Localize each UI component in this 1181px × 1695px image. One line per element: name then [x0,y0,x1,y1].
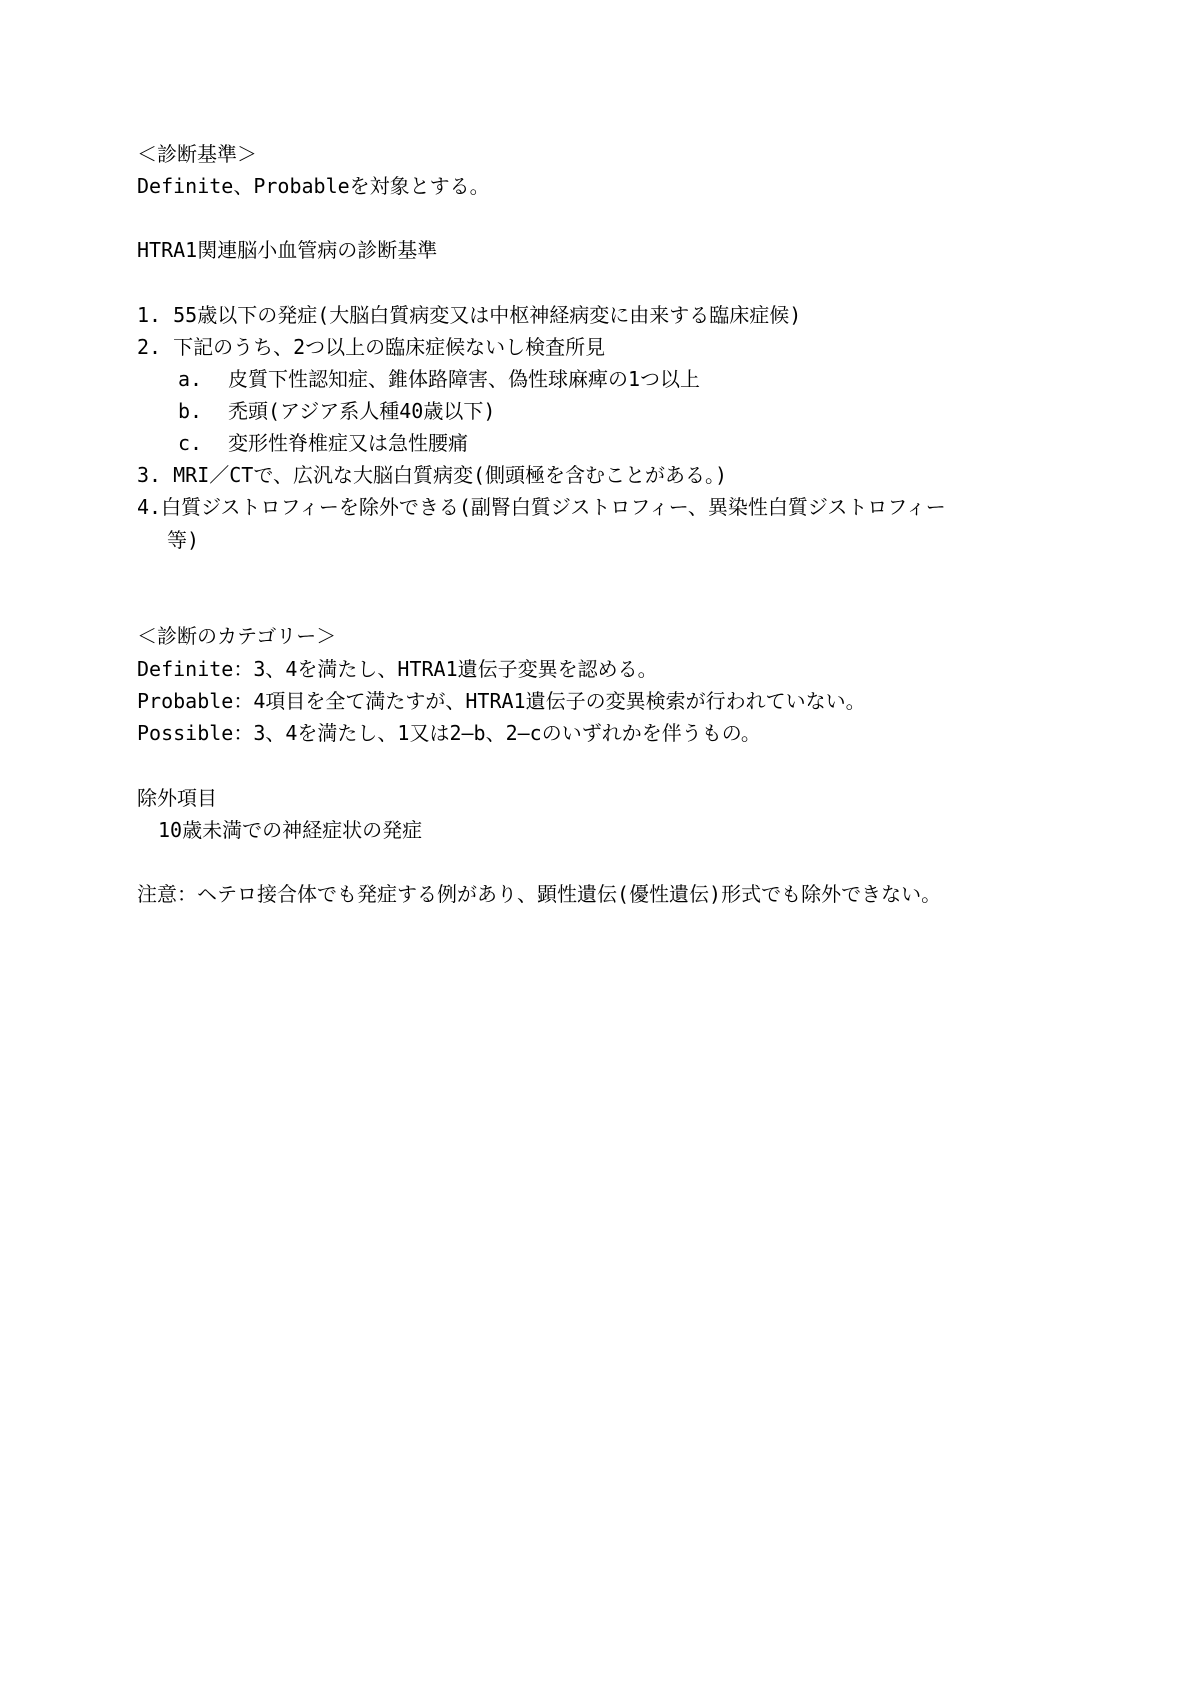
criteria-subitem-a [178,367,700,391]
criteria-heading: ＜診断基準＞ [137,142,257,166]
item-number: 2. [137,335,162,359]
criteria-item-4 [137,495,946,519]
criteria-item-1 [137,303,801,327]
subitem-label: c. [178,431,203,455]
criteria-item-3 [137,463,727,487]
criteria-subitem-c [178,431,468,455]
criteria-item-2 [137,335,605,359]
subitem-text: 変形性脊椎症又は急性腰痛 [228,431,468,455]
subitem-text: 禿頭(アジア系人種40歳以下) [228,399,496,423]
subitem-label: a. [178,367,203,391]
item-number: 3. [137,463,162,487]
item-number: 4. [137,495,162,519]
category-heading: ＜診断のカテゴリー＞ [137,624,337,648]
note: 注意：ヘテロ接合体でも発症する例があり、顕性遺伝(優性遺伝)形式でも除外できない。 [137,882,942,906]
item-text: 白質ジストロフィーを除外できる(副腎白質ジストロフィー、異染性白質ジストロフィー [161,495,946,519]
criteria-title: HTRA1関連脳小血管病の診断基準 [137,238,438,262]
criteria-target: Definite、Probableを対象とする。 [137,174,490,198]
item-number: 1. [137,303,162,327]
category-probable: Probable：4項目を全て満たすが、HTRA1遺伝子の変異検索が行われていない。 [137,689,866,713]
item-text: 下記のうち、2つ以上の臨床症候ないし検査所見 [173,335,606,359]
category-definite: Definite：3、4を満たし、HTRA1遺伝子変異を認める。 [137,657,658,681]
criteria-item-4-continuation: 等) [167,528,200,552]
subitem-text: 皮質下性認知症、錐体路障害、偽性球麻痺の1つ以上 [228,367,701,391]
subitem-label: b. [178,399,203,423]
exclusion-heading: 除外項目 [137,786,217,810]
exclusion-item: 10歳未満での神経症状の発症 [158,818,423,842]
category-possible: Possible：3、4を満たし、1又は2―b、2―cのいずれかを伴うもの。 [137,721,761,745]
criteria-subitem-b [178,399,495,423]
item-text: MRI／CTで、広汎な大脳白質病変(側頭極を含むことがある。) [173,463,728,487]
item-text: 55歳以下の発症(大脳白質病変又は中枢神経病変に由来する臨床症候) [173,303,802,327]
